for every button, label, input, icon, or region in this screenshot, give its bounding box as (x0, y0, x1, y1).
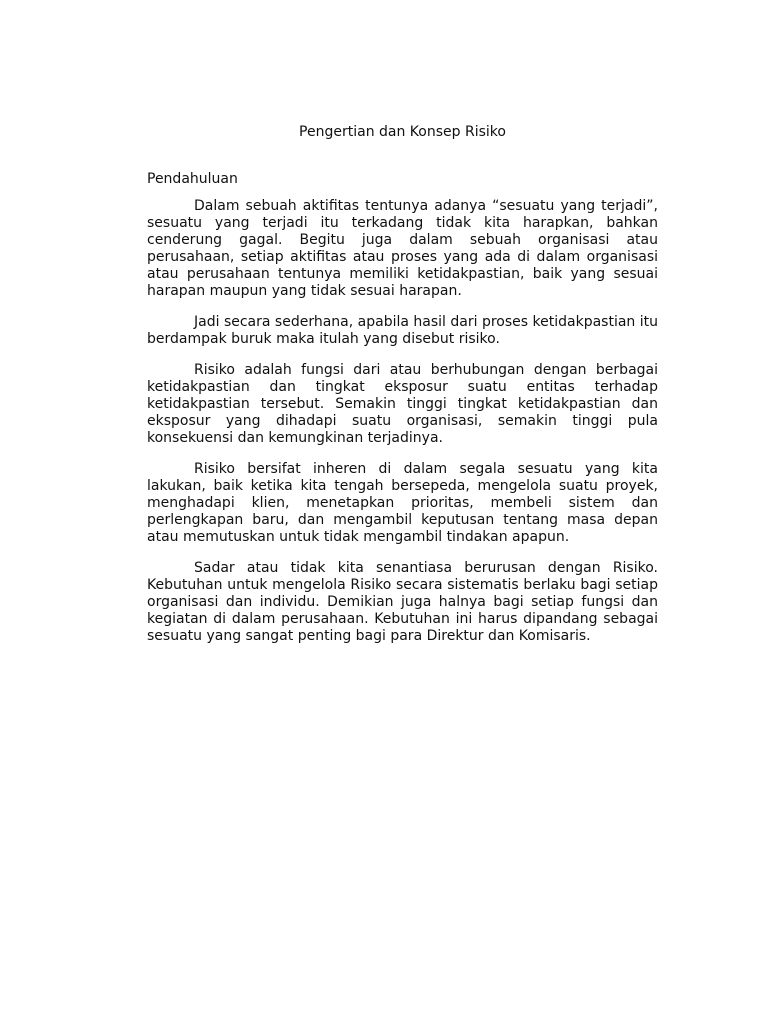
paragraph-2: Jadi secara sederhana, apabila hasil dari proses ketidakpastian itu berdampak buruk maka itulah yang disebut risiko. (147, 314, 658, 347)
paragraph-4: Risiko bersifat inheren di dalam segala sesuatu yang kita lakukan, baik ketika kita tengah bersepeda, mengelola suatu proyek, menghadapi klien, menetapkan prioritas, membeli sistem dan perlengkapan baru, dan mengambil keputusan tentang masa depan atau memutuskan untuk tidak mengambil tindakan apapun. (147, 461, 658, 545)
document-title: Pengertian dan Konsep Risiko (299, 124, 506, 140)
document-page (147, 122, 658, 645)
paragraph-5: Sadar atau tidak kita senantiasa berurusan dengan Risiko. Kebutuhan untuk mengelola Risiko secara sistematis berlaku bagi setiap organisasi dan individu. Demikian juga halnya bagi setiap fungsi dan kegiatan di dalam perusahaan. Kebutuhan ini harus dipandang sebagai sesuatu yang sangat penting bagi para Direktur dan Komisaris. (147, 560, 658, 644)
section-heading: Pendahuluan (147, 171, 238, 187)
paragraph-3: Risiko adalah fungsi dari atau berhubungan dengan berbagai ketidakpastian dan tingkat eksposur suatu entitas terhadap ketidakpastian tersebut. Semakin tinggi tingkat ketidakpastian dan eksposur yang dihadapi suatu organisasi, semakin tinggi pula konsekuensi dan kemungkinan terjadinya. (147, 362, 658, 446)
paragraph-1: Dalam sebuah aktifitas tentunya adanya “sesuatu yang terjadi”, sesuatu yang terjadi itu terkadang tidak kita harapkan, bahkan cenderung gagal. Begitu juga dalam sebuah organisasi atau perusahaan, setiap aktifitas atau proses yang ada di dalam organisasi atau perusahaan tentunya memiliki ketidakpastian, baik yang sesuai harapan maupun yang tidak sesuai harapan. (147, 198, 658, 299)
